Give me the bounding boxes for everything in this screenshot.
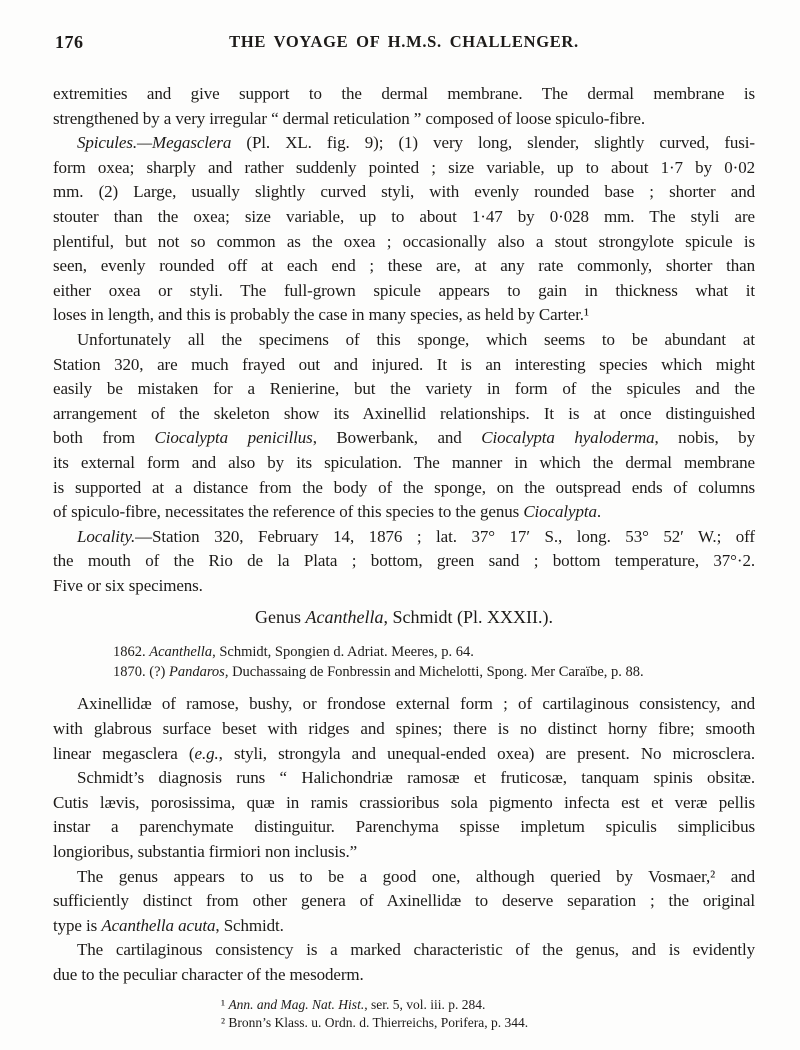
text-run: due to the peculiar character of the mesoderm. <box>53 965 364 984</box>
text-run: sufficiently distinct from other genera of Axinellidæ to deserve separation ; the original <box>53 891 755 911</box>
text-run: mm. (2) Large, usually slightly curved styli, with evenly rounded base ; shorter and <box>53 182 755 202</box>
italic-text: Acanthella <box>305 607 384 628</box>
text-run: The genus appears to us to be a good one, although queried by Vosmaer,² and <box>77 866 755 886</box>
text-run: arrangement of the skeleton show its Axinellid relationships. It is at once distinguished <box>53 403 755 423</box>
text-line <box>53 525 755 550</box>
text-run: the mouth of the Rio de la Plata ; bottom, green sand ; bottom temperature, 37°·2. <box>53 551 755 571</box>
text-run: linear megasclera ( <box>53 743 195 763</box>
paragraph-specimens <box>53 328 755 525</box>
text-run: Unfortunately all the specimens of this sponge, which seems to be abundant at <box>77 329 755 349</box>
paragraph-locality <box>53 525 755 599</box>
text-line <box>53 353 755 378</box>
text-run: , nobis, by <box>654 428 755 448</box>
text-run: of spiculo-fibre, necessitates the reference of this species to the genus <box>53 502 524 522</box>
paragraph-genus-validity <box>53 865 755 939</box>
footnote-1 <box>221 996 755 1014</box>
text-run: is supported at a distance from the body of the sponge, on the outspread ends of columns <box>53 477 755 497</box>
text-run: 1870. (?) <box>113 664 169 681</box>
text-run: form oxea; sharply and rather suddenly pointed ; size variable, up to about 1·7 by 0·02 <box>53 157 755 177</box>
italic-text: Locality. <box>77 526 136 546</box>
text-run: seen, evenly rounded off at each end ; these are, at any rate commonly, shorter than <box>53 256 755 276</box>
paragraph-schmidts-diagnosis <box>53 766 755 864</box>
text-run: loses in length, and this is probably the case in many species, as held by Carter.¹ <box>53 305 589 325</box>
text-run: with glabrous surface beset with ridges and spines; there is no distinct horny fibre; smooth <box>53 719 755 739</box>
text-run: , Bowerbank, and <box>312 428 482 448</box>
text-run: , Schmidt, Spongien d. Adriat. Meeres, p. 64. <box>212 644 474 661</box>
text-run: (Pl. XL. fig. 9); (1) very long, slender, slightly curved, fusi- <box>231 133 755 153</box>
italic-text: Spicules.—Megasclera <box>77 133 232 153</box>
italic-text: Ann. and Mag. Nat. Hist. <box>228 996 365 1012</box>
italic-text: Acanthella <box>149 644 213 661</box>
text-run: 1862. <box>113 644 150 661</box>
text-run: . <box>596 502 602 522</box>
text-run: Station 320, are much frayed out and injured. It is an interesting species which might <box>53 354 755 374</box>
text-run: extremities and give support to the dermal membrane. The dermal membrane is <box>53 84 755 103</box>
text-run: , Duchassaing de Fonbressin and Michelotti, Spong. Mer Caraïbe, p. 88. <box>224 664 644 681</box>
genus-heading <box>53 604 755 630</box>
text-run: instar a parenchymate distinguitur. Parenchyma spisse impletum spiculis simplicibus <box>53 817 755 837</box>
text-line <box>53 402 755 427</box>
running-head <box>53 32 755 56</box>
text-run: type is <box>53 915 102 935</box>
text-run: Cutis lævis, porosissima, quæ in ramis crassioribus sola pigmento infecta est et veræ pellis <box>53 792 755 812</box>
italic-text: Ciocalypta penicillus <box>154 428 313 448</box>
paragraph-cartilaginous <box>53 938 755 987</box>
text-line <box>53 131 755 156</box>
text-run: stouter than the oxea; size variable, up to about 1·47 by 0·028 mm. The styli are <box>53 206 755 226</box>
text-line <box>53 451 755 476</box>
italic-text: Pandaros <box>168 664 225 681</box>
synonymy-entry-1862 <box>113 642 755 662</box>
text-line <box>53 230 755 255</box>
text-line <box>53 742 755 767</box>
paragraph-spicules <box>53 131 755 328</box>
text-run: Genus <box>255 607 306 628</box>
text-line <box>53 205 755 230</box>
text-run: both from <box>53 428 155 448</box>
text-run: easily be mistaken for a Renierine, but the variety in form of the spicules and the <box>53 379 755 399</box>
text-line <box>53 692 755 717</box>
synonymy-entry-1870 <box>113 662 755 682</box>
italic-text: Ciocalypta hyaloderma <box>481 428 655 448</box>
text-run: Schmidt’s diagnosis runs “ Halichondriæ ramosæ et fruticosæ, tanquam spinis obsitæ. <box>77 768 755 788</box>
text-line <box>53 963 755 988</box>
text-run: Five or six specimens. <box>53 575 203 595</box>
text-line <box>53 426 755 451</box>
text-run: ² Bronn’s Klass. u. Ordn. d. Thierreichs, Porifera, p. 344. <box>221 1014 529 1030</box>
text-run: either oxea or styli. The full-grown spicule appears to gain in thickness what it <box>53 280 755 300</box>
text-line <box>53 766 755 791</box>
text-line <box>53 938 755 963</box>
text-run: , Schmidt. <box>215 915 284 935</box>
text-line <box>53 865 755 890</box>
text-line <box>53 254 755 279</box>
text-line <box>53 377 755 402</box>
text-run: its external form and also by its spiculation. The manner in which the dermal membrane <box>53 452 755 472</box>
running-title: THE VOYAGE OF H.M.S. CHALLENGER. <box>229 32 579 51</box>
text-run: —Station 320, February 14, 1876 ; lat. 37° 17′ S., long. 53° 52′ W.; off <box>135 526 755 546</box>
text-line <box>53 303 755 328</box>
paragraph-dermal-membrane <box>53 82 755 131</box>
footnotes <box>221 996 755 1032</box>
italic-text: Ciocalypta <box>523 502 597 522</box>
italic-text: e.g. <box>194 743 219 763</box>
text-run: , Schmidt (Pl. XXXII.). <box>383 607 553 628</box>
text-line <box>53 840 755 865</box>
text-run: , ser. 5, vol. iii. p. 284. <box>364 996 486 1012</box>
text-line <box>53 549 755 574</box>
text-line <box>53 500 755 525</box>
text-line <box>53 107 755 132</box>
page-number: 176 <box>55 32 84 52</box>
text-line <box>53 180 755 205</box>
text-line <box>53 815 755 840</box>
text-run: longioribus, substantia firmiori non inclusis.” <box>53 842 358 862</box>
italic-text: Acanthella acuta <box>101 915 216 935</box>
text-run: ¹ <box>221 996 229 1012</box>
text-run: strengthened by a very irregular “ dermal reticulation ” composed of loose spiculo-fibre. <box>53 108 646 128</box>
text-run: , styli, strongyla and unequal-ended oxea) are present. No microsclera. <box>218 743 755 763</box>
text-line <box>53 328 755 353</box>
text-line <box>53 889 755 914</box>
text-line <box>53 574 755 599</box>
text-line <box>53 279 755 304</box>
footnote-2 <box>221 1014 755 1032</box>
text-line <box>53 476 755 501</box>
text-line <box>53 791 755 816</box>
text-run: Axinellidæ of ramose, bushy, or frondose external form ; of cartilaginous consistency, and <box>77 694 755 714</box>
text-line <box>53 914 755 939</box>
synonymy-list <box>113 642 755 682</box>
paragraph-axinellidae <box>53 692 755 766</box>
text-line <box>53 717 755 742</box>
text-run: The cartilaginous consistency is a marked characteristic of the genus, and is evidently <box>77 940 755 960</box>
text-line <box>53 156 755 181</box>
text-run: plentiful, but not so common as the oxea ; occasionally also a stout strongylote spicule is <box>53 231 755 251</box>
text-line <box>53 82 755 107</box>
page-body <box>53 82 755 1032</box>
